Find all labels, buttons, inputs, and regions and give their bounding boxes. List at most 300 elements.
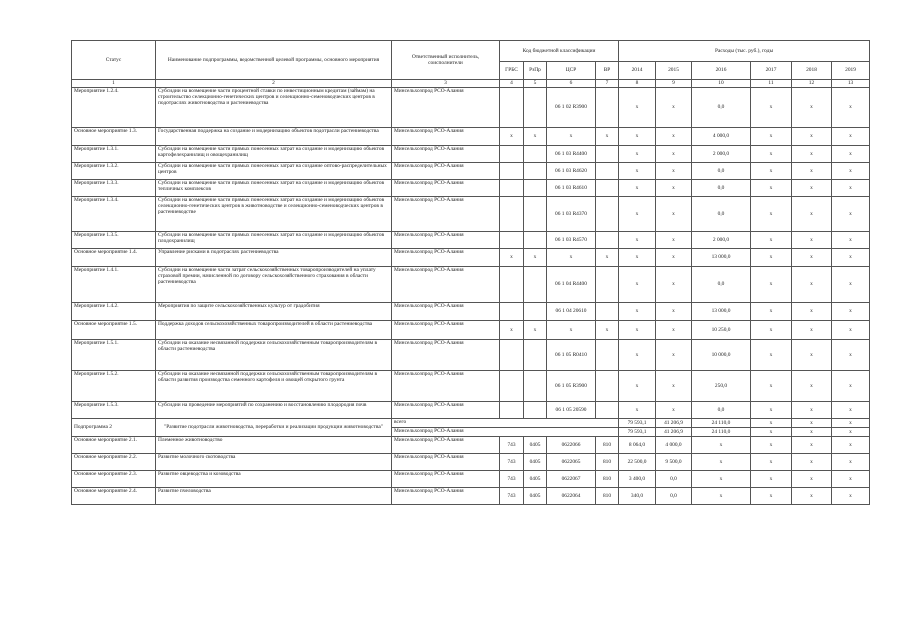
row-value-2017: х [751, 303, 792, 321]
row-vr: 810 [596, 437, 619, 454]
row-status: Основное мероприятие 1.5. [72, 321, 156, 340]
header-year: 2018 [792, 62, 832, 80]
row-value-2015: 4 000,0 [656, 437, 692, 454]
table-row [72, 437, 870, 454]
row-value-2016: 0,0 [692, 88, 751, 128]
row-value-2016: 13 000,0 [692, 303, 751, 321]
row-value-2015: х [656, 303, 692, 321]
row-grbs [500, 303, 524, 321]
row-name: Государственная поддержка на создание и модернизацию объектов подотрасли растениеводства [156, 128, 392, 146]
row-rzpr: х [524, 321, 547, 340]
row-status: Основное мероприятие 2.1. [72, 437, 156, 454]
row-rzpr: х [524, 249, 547, 267]
column-number: 6 [547, 80, 596, 88]
table-row [72, 180, 870, 197]
row-value-2015: х [656, 163, 692, 180]
row-executor: Минсельхозпрод РСО-Алания [392, 232, 500, 249]
row-value-2018: х [792, 232, 832, 249]
row-executor: Минсельхозпрод РСО-Алания [392, 437, 500, 454]
row-value-2014: х [619, 232, 656, 249]
row-value-2016: х [692, 488, 751, 505]
subprogram-row [72, 419, 870, 428]
row-csr: 06 1 04 20610 [547, 303, 596, 321]
column-number: 7 [596, 80, 619, 88]
row-value-2015: х [656, 88, 692, 128]
row-value-2018: х [792, 88, 832, 128]
row-value-2018: х [792, 180, 832, 197]
table-row [72, 340, 870, 371]
row-vr [596, 303, 619, 321]
header-year: 2016 [692, 62, 751, 80]
row-vr [596, 371, 619, 402]
row-value-2014: 22 500,0 [619, 454, 656, 471]
row-status: Мероприятие 1.5.2. [72, 371, 156, 402]
table-row [72, 471, 870, 488]
row-name: Развитие овцеводства и козоводства [156, 471, 392, 488]
row-value-2017: х [751, 340, 792, 371]
row-vr [596, 232, 619, 249]
row-value-2014: х [619, 128, 656, 146]
row-value-2017: х [751, 454, 792, 471]
row-value-2015: х [656, 340, 692, 371]
row-grbs [500, 163, 524, 180]
row-value-2014: х [619, 163, 656, 180]
row-status: Мероприятие 1.3.5. [72, 232, 156, 249]
row-value-2014: х [619, 340, 656, 371]
row-value-2015: х [656, 232, 692, 249]
row-rzpr [524, 267, 547, 303]
row-value-2017: х [751, 88, 792, 128]
row-value-2018: х [792, 402, 832, 419]
row-value-2014: х [619, 88, 656, 128]
row-value-2019: х [832, 454, 870, 471]
row-grbs [500, 197, 524, 232]
row-csr: 06 1 03 R4610 [547, 180, 596, 197]
row-rzpr [524, 303, 547, 321]
header-budget-code: Код бюджетной классификации [500, 41, 619, 62]
subprogram-value-2018: х [792, 419, 832, 428]
header-rzpr: РзПр [524, 62, 547, 80]
row-csr: 06 1 03 R4370 [547, 197, 596, 232]
row-csr: х [547, 321, 596, 340]
header-vr: ВР [596, 62, 619, 80]
row-value-2014: х [619, 321, 656, 340]
row-value-2017: х [751, 437, 792, 454]
row-vr: 810 [596, 454, 619, 471]
row-value-2018: х [792, 454, 832, 471]
row-executor: Минсельхозпрод РСО-Алания [392, 88, 500, 128]
row-value-2017: х [751, 371, 792, 402]
row-value-2019: х [832, 471, 870, 488]
row-grbs: х [500, 321, 524, 340]
row-value-2014: х [619, 303, 656, 321]
row-name: Субсидии на возмещение части прямых понесенных затрат на создание и модернизацию объектов селекционно-генетических центров в животноводстве и селекционно-семеноводческих центров в растениеводстве [156, 197, 392, 232]
row-executor: Минсельхозпрод РСО-Алания [392, 180, 500, 197]
row-vr [596, 402, 619, 419]
row-value-2018: х [792, 303, 832, 321]
row-value-2015: х [656, 249, 692, 267]
table-row [72, 267, 870, 303]
row-status: Основное мероприятие 2.4. [72, 488, 156, 505]
header-grbs: ГРБС [500, 62, 524, 80]
row-status: Мероприятие 1.3.1. [72, 146, 156, 163]
row-status: Мероприятие 1.4.1. [72, 267, 156, 303]
column-number: 9 [656, 80, 692, 88]
row-value-2017: х [751, 267, 792, 303]
subprogram-value-2019: х [832, 428, 870, 437]
row-value-2019: х [832, 340, 870, 371]
row-grbs [500, 180, 524, 197]
column-number: 3 [392, 80, 500, 88]
row-value-2016: 0,0 [692, 180, 751, 197]
row-value-2017: х [751, 128, 792, 146]
row-executor: Минсельхозпрод РСО-Алания [392, 267, 500, 303]
row-executor: Минсельхозпрод РСО-Алания [392, 371, 500, 402]
row-executor: Минсельхозпрод РСО-Алания [392, 471, 500, 488]
table-row [72, 454, 870, 471]
subprogram-value-2019: х [832, 419, 870, 428]
subprogram-name: "Развитие подотрасли животноводства, переработки и реализации продукции животноводства" [156, 419, 392, 437]
row-value-2014: 3 400,0 [619, 471, 656, 488]
subprogram-value-2014: 79 593,1 [619, 419, 656, 428]
header-year: 2017 [751, 62, 792, 80]
row-value-2016: 2 000,0 [692, 146, 751, 163]
row-executor: Минсельхозпрод РСО-Алания [392, 249, 500, 267]
row-name: Субсидии на оказание несвязанной поддержки сельскохозяйственным товаропроизводителям в области развития производства семенного картофеля и овощей открытого грунта [156, 371, 392, 402]
row-value-2018: х [792, 249, 832, 267]
row-vr: 810 [596, 488, 619, 505]
row-value-2014: х [619, 371, 656, 402]
row-value-2016: 4 000,0 [692, 128, 751, 146]
row-name: Субсидии на возмещение части прямых понесенных затрат на создание и модернизацию объектов тепличных комплексов [156, 180, 392, 197]
row-value-2016: 10 250,0 [692, 321, 751, 340]
row-executor: Минсельхозпрод РСО-Алания [392, 321, 500, 340]
row-value-2019: х [832, 488, 870, 505]
row-rzpr [524, 340, 547, 371]
subprogram-status: Подпрограмма 2 [72, 419, 156, 437]
row-grbs: х [500, 249, 524, 267]
row-name: Субсидии на оказание несвязанной поддержки сельскохозяйственным товаропроизводителям в области растениеводства [156, 340, 392, 371]
row-executor: Минсельхозпрод РСО-Алания [392, 303, 500, 321]
row-vr: 810 [596, 471, 619, 488]
row-value-2016: 0,0 [692, 163, 751, 180]
row-csr: 0622065 [547, 454, 596, 471]
row-status: Мероприятие 1.5.3. [72, 402, 156, 419]
row-rzpr [524, 232, 547, 249]
row-vr [596, 267, 619, 303]
row-grbs [500, 267, 524, 303]
row-status: Мероприятие 1.3.4. [72, 197, 156, 232]
row-grbs [500, 88, 524, 128]
row-value-2018: х [792, 146, 832, 163]
header-year: 2019 [832, 62, 870, 80]
table-row [72, 249, 870, 267]
table-row [72, 371, 870, 402]
header-status: Статус [72, 41, 156, 80]
row-value-2018: х [792, 267, 832, 303]
table-row [72, 197, 870, 232]
row-value-2017: х [751, 163, 792, 180]
row-name: Развитие пчеловодства [156, 488, 392, 505]
row-csr: 0622066 [547, 437, 596, 454]
subprogram-value-2015: 41 206,9 [656, 419, 692, 428]
row-grbs [500, 402, 524, 419]
column-number: 4 [500, 80, 524, 88]
row-csr: 06 1 05 R0410 [547, 340, 596, 371]
row-value-2014: х [619, 402, 656, 419]
row-value-2015: х [656, 371, 692, 402]
table-row [72, 321, 870, 340]
row-status: Мероприятие 1.5.1. [72, 340, 156, 371]
row-value-2017: х [751, 321, 792, 340]
row-status: Мероприятие 1.3.2. [72, 163, 156, 180]
table-row [72, 303, 870, 321]
row-grbs [500, 146, 524, 163]
row-executor: Минсельхозпрод РСО-Алания [392, 454, 500, 471]
row-csr: 06 1 03 R4620 [547, 163, 596, 180]
row-value-2015: х [656, 180, 692, 197]
row-value-2016: х [692, 454, 751, 471]
row-name: Управление рисками в подотраслях растениеводства [156, 249, 392, 267]
row-csr: 06 1 04 R4400 [547, 267, 596, 303]
row-name: Субсидии на возмещение части прямых понесенных затрат на создание и модернизацию объектов картофелехранилищ и овощехранилищ [156, 146, 392, 163]
row-value-2019: х [832, 249, 870, 267]
row-rzpr: 0405 [524, 488, 547, 505]
row-name: Развитие молочного скотоводства [156, 454, 392, 471]
row-value-2016: 2 000,0 [692, 232, 751, 249]
row-csr: 06 1 02 R3900 [547, 88, 596, 128]
row-csr: 0622064 [547, 488, 596, 505]
row-status: Основное мероприятие 2.2. [72, 454, 156, 471]
row-name: Субсидии на проведение мероприятий по сохранению и восстановлению плодородия почв [156, 402, 392, 419]
row-value-2015: х [656, 197, 692, 232]
row-csr: х [547, 128, 596, 146]
header-year: 2015 [656, 62, 692, 80]
row-rzpr [524, 197, 547, 232]
subprogram-value-2015: 41 206,9 [656, 428, 692, 437]
row-value-2015: х [656, 402, 692, 419]
row-value-2015: 0,0 [656, 471, 692, 488]
row-csr: х [547, 249, 596, 267]
row-name: Субсидии на возмещение части прямых понесенных затрат на создание оптово-распределительных центров [156, 163, 392, 180]
row-grbs [500, 232, 524, 249]
row-value-2018: х [792, 471, 832, 488]
row-value-2017: х [751, 146, 792, 163]
row-value-2016: х [692, 437, 751, 454]
row-value-2018: х [792, 488, 832, 505]
row-executor: Минсельхозпрод РСО-Алания [392, 340, 500, 371]
row-value-2016: х [692, 471, 751, 488]
row-rzpr: х [524, 128, 547, 146]
row-name: Мероприятия по защите сельскохозяйственных культур от градобития [156, 303, 392, 321]
row-status: Мероприятие 1.3.3. [72, 180, 156, 197]
row-value-2014: х [619, 197, 656, 232]
row-value-2015: х [656, 321, 692, 340]
row-value-2017: х [751, 232, 792, 249]
table-row [72, 402, 870, 419]
row-rzpr: 0405 [524, 437, 547, 454]
subprogram-value-2017: х [751, 419, 792, 428]
budget-table [71, 40, 870, 505]
row-value-2014: х [619, 267, 656, 303]
row-grbs: 743 [500, 488, 524, 505]
row-name: Поддержка доходов сельскохозяйственных товаропроизводителей в области растениеводства [156, 321, 392, 340]
subprogram-value-2017: х [751, 428, 792, 437]
table-row [72, 232, 870, 249]
row-rzpr [524, 146, 547, 163]
column-number: 5 [524, 80, 547, 88]
row-value-2018: х [792, 437, 832, 454]
row-value-2014: х [619, 146, 656, 163]
row-executor: Минсельхозпрод РСО-Алания [392, 402, 500, 419]
header-year: 2014 [619, 62, 656, 80]
row-grbs: 743 [500, 437, 524, 454]
header-csr: ЦСР [547, 62, 596, 80]
row-value-2015: 9 500,0 [656, 454, 692, 471]
row-rzpr [524, 371, 547, 402]
table-row [72, 146, 870, 163]
row-executor: Минсельхозпрод РСО-Алания [392, 197, 500, 232]
subprogram-value-2014: 79 593,1 [619, 428, 656, 437]
column-number: 1 [72, 80, 156, 88]
row-csr: 06 1 05 20590 [547, 402, 596, 419]
row-value-2019: х [832, 437, 870, 454]
row-status: Основное мероприятие 1.4. [72, 249, 156, 267]
column-number: 11 [751, 80, 792, 88]
row-value-2016: 13 000,0 [692, 249, 751, 267]
row-status: Основное мероприятие 2.3. [72, 471, 156, 488]
row-rzpr [524, 163, 547, 180]
row-value-2019: х [832, 232, 870, 249]
row-value-2015: х [656, 267, 692, 303]
row-value-2014: 8 064,0 [619, 437, 656, 454]
subprogram-value-2016: 24 110,0 [692, 419, 751, 428]
row-rzpr [524, 180, 547, 197]
row-value-2019: х [832, 267, 870, 303]
row-grbs: 743 [500, 471, 524, 488]
row-value-2018: х [792, 371, 832, 402]
row-value-2017: х [751, 488, 792, 505]
row-vr [596, 180, 619, 197]
row-csr: 06 1 03 R4570 [547, 232, 596, 249]
row-value-2017: х [751, 471, 792, 488]
row-vr: х [596, 128, 619, 146]
row-rzpr [524, 88, 547, 128]
row-vr [596, 88, 619, 128]
subprogram-value-2016: 24 110,0 [692, 428, 751, 437]
row-name: Субсидии на возмещение части процентной ставки по инвестиционным кредитам (займам) на строительство селекционно-генетических центров и селекционно-семеноводческих центров в подотраслях животноводства и растениеводства [156, 88, 392, 128]
row-csr: 06 1 05 R3900 [547, 371, 596, 402]
row-value-2014: х [619, 249, 656, 267]
column-number: 13 [832, 80, 870, 88]
row-executor: Минсельхозпрод РСО-Алания [392, 488, 500, 505]
row-value-2019: х [832, 180, 870, 197]
table-row [72, 488, 870, 505]
row-name: Племенное животноводство [156, 437, 392, 454]
row-csr: 06 1 03 R4400 [547, 146, 596, 163]
table-row [72, 128, 870, 146]
row-status: Мероприятие 1.2.4. [72, 88, 156, 128]
column-number: 2 [156, 80, 392, 88]
row-value-2019: х [832, 371, 870, 402]
row-vr [596, 340, 619, 371]
row-value-2019: х [832, 321, 870, 340]
row-vr: х [596, 321, 619, 340]
subprogram-executor: всего [392, 419, 619, 428]
row-executor: Минсельхозпрод РСО-Алания [392, 128, 500, 146]
header-row-1 [72, 41, 870, 62]
row-grbs [500, 371, 524, 402]
row-vr [596, 197, 619, 232]
row-value-2019: х [832, 146, 870, 163]
header-executor: Ответственный исполнитель, соисполнители [392, 41, 500, 80]
row-csr: 0622067 [547, 471, 596, 488]
row-grbs [500, 340, 524, 371]
subprogram-executor: Минсельхозпрод РСО-Алания [392, 428, 619, 437]
header-name: Наименование подпрограммы, ведомственной целевой программы, основного мероприятия [156, 41, 392, 80]
column-numbers-row [72, 80, 870, 88]
row-status: Мероприятие 1.4.2. [72, 303, 156, 321]
row-vr: х [596, 249, 619, 267]
row-rzpr: 0405 [524, 454, 547, 471]
column-number: 8 [619, 80, 656, 88]
row-value-2019: х [832, 163, 870, 180]
row-value-2017: х [751, 249, 792, 267]
row-value-2016: 10 000,0 [692, 340, 751, 371]
column-number: 10 [692, 80, 751, 88]
row-vr [596, 146, 619, 163]
row-value-2019: х [832, 402, 870, 419]
row-value-2016: 0,0 [692, 197, 751, 232]
column-number: 12 [792, 80, 832, 88]
row-value-2019: х [832, 197, 870, 232]
row-name: Субсидии на возмещение части затрат сельскохозяйственных товаропроизводителей на уплату страховой премии, начисленной по договору сельскохозяйственного страхования в области растениеводства [156, 267, 392, 303]
table-row [72, 88, 870, 128]
row-value-2016: 250,0 [692, 371, 751, 402]
row-value-2019: х [832, 303, 870, 321]
row-value-2018: х [792, 163, 832, 180]
row-name: Субсидии на возмещение части прямых понесенных затрат на создание и модернизацию объектов плодохранилищ [156, 232, 392, 249]
row-value-2017: х [751, 402, 792, 419]
row-value-2019: х [832, 128, 870, 146]
row-executor: Минсельхозпрод РСО-Алания [392, 146, 500, 163]
row-vr [596, 163, 619, 180]
row-value-2015: х [656, 146, 692, 163]
row-value-2014: 340,0 [619, 488, 656, 505]
row-value-2019: х [832, 88, 870, 128]
row-executor: Минсельхозпрод РСО-Алания [392, 163, 500, 180]
row-value-2018: х [792, 197, 832, 232]
row-value-2015: 0,0 [656, 488, 692, 505]
row-value-2014: х [619, 180, 656, 197]
row-value-2017: х [751, 197, 792, 232]
row-status: Основное мероприятие 1.3. [72, 128, 156, 146]
row-value-2018: х [792, 340, 832, 371]
header-expenses: Расходы (тыс. руб.), годы [619, 41, 870, 62]
row-value-2018: х [792, 321, 832, 340]
row-rzpr: 0405 [524, 471, 547, 488]
row-value-2017: х [751, 180, 792, 197]
row-rzpr [524, 402, 547, 419]
row-value-2015: х [656, 128, 692, 146]
row-grbs: 743 [500, 454, 524, 471]
row-value-2016: 0,0 [692, 267, 751, 303]
table-row [72, 163, 870, 180]
subprogram-value-2018: х [792, 428, 832, 437]
row-value-2016: 0,0 [692, 402, 751, 419]
row-grbs: х [500, 128, 524, 146]
row-value-2018: х [792, 128, 832, 146]
